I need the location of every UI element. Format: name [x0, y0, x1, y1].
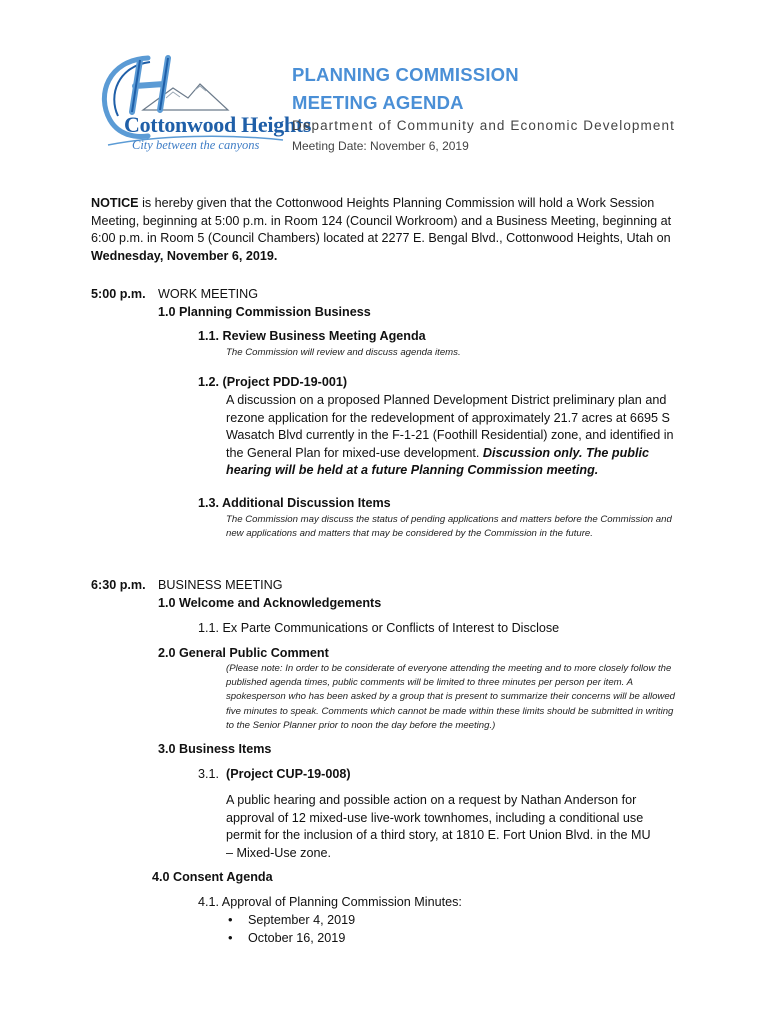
meeting-date: Meeting Date: November 6, 2019 — [292, 139, 469, 153]
work-item-2-title: 1.2. (Project PDD-19-001) — [198, 375, 348, 389]
business-section-2-title: 2.0 General Public Comment — [158, 646, 329, 660]
minutes-list-item: • September 4, 2019 — [228, 911, 355, 929]
business-section-4-title: 4.0 Consent Agenda — [152, 870, 273, 884]
business-item-3-1-body: A public hearing and possible action on a request by Nathan Anderson for approval of 12 mixed-use live-work townhomes, including a conditional use permit for the inclusion of a third story, at 1810 E. Fort Union Blvd. in the MU – Mixed-Use zone. — [226, 793, 651, 860]
work-item-2-emphasis: Discussion only. The public hearing will be held at a future Planning Commission meeting. — [226, 445, 649, 477]
business-meeting-time: 6:30 p.m. — [91, 578, 146, 592]
work-meeting-time: 5:00 p.m. — [91, 287, 146, 301]
business-item-1-1: 1.1. Ex Parte Communications or Conflicts of Interest to Disclose — [198, 621, 560, 635]
business-item-3-1-title: (Project CUP-19-008) — [226, 767, 351, 781]
city-logo — [88, 50, 312, 160]
department-name: Department of Community and Economic Development — [292, 118, 675, 133]
agenda-title-line1: PLANNING COMMISSION — [292, 64, 519, 85]
work-item-3-note: The Commission may discuss the status of pending applications and matters before the Commission and new applications and matters that may be considered by the Commission in the future. — [226, 514, 672, 540]
notice-date: Wednesday, November 6, 2019. — [91, 248, 278, 263]
notice-body: is hereby given that the Cottonwood Heights Planning Commission will hold a Work Session Meeting, beginning at 5:00 p.m. in Room 124 (Council Workroom) and a Business Meeting, beginning at 6:00 p.m. in Room 5 (Council Chambers) located at 2277 E. Bengal Blvd., Cottonwood Heights, Utah on — [91, 196, 672, 245]
business-section-1-title: 1.0 Welcome and Acknowledgements — [158, 596, 382, 610]
work-meeting-heading: WORK MEETING — [158, 287, 259, 301]
work-item-1-note: The Commission will review and discuss agenda items. — [226, 347, 461, 358]
minutes-list-item: • October 16, 2019 — [228, 929, 355, 947]
business-meeting-heading: BUSINESS MEETING — [158, 578, 283, 592]
notice-paragraph — [91, 195, 691, 265]
minutes-list — [228, 911, 355, 947]
business-section-3-title: 3.0 Business Items — [158, 742, 272, 756]
public-comment-note: (Please note: In order to be considerate of everyone attending the meeting and to more closely follow the published agenda times, public comments will be limited to three minutes per person per item. A spokesperson who has been asked by a group that is present to summarize their concerns will be allowed five minutes to speak. Comments which cannot be made within these limits should be submitted in writing to the Senior Planner prior to noon the day before the meeting.) — [226, 663, 676, 731]
notice-lead: NOTICE — [91, 196, 139, 210]
logo-tagline: City between the canyons — [132, 138, 260, 152]
business-item-4-1: 4.1. Approval of Planning Commission Minutes: — [198, 895, 462, 909]
work-item-1-title: 1.1. Review Business Meeting Agenda — [198, 329, 426, 343]
work-item-3-title: 1.3. Additional Discussion Items — [198, 496, 391, 510]
agenda-title-line2: MEETING AGENDA — [292, 92, 464, 113]
logo-name: Cottonwood Heights — [124, 112, 312, 137]
work-section-title: 1.0 Planning Commission Business — [158, 305, 371, 319]
work-item-2-description — [226, 392, 691, 480]
work-item-2-body: A discussion on a proposed Planned Development District preliminary plan and rezone application for the redevelopment of approximately 21.7 acres at 6695 S Wasatch Blvd currently in the F-1-21 (Foothill Residential) zone, and identified in the General Plan for mixed-use development. — [226, 393, 674, 460]
business-item-3-1-number: 3.1. — [198, 767, 220, 781]
